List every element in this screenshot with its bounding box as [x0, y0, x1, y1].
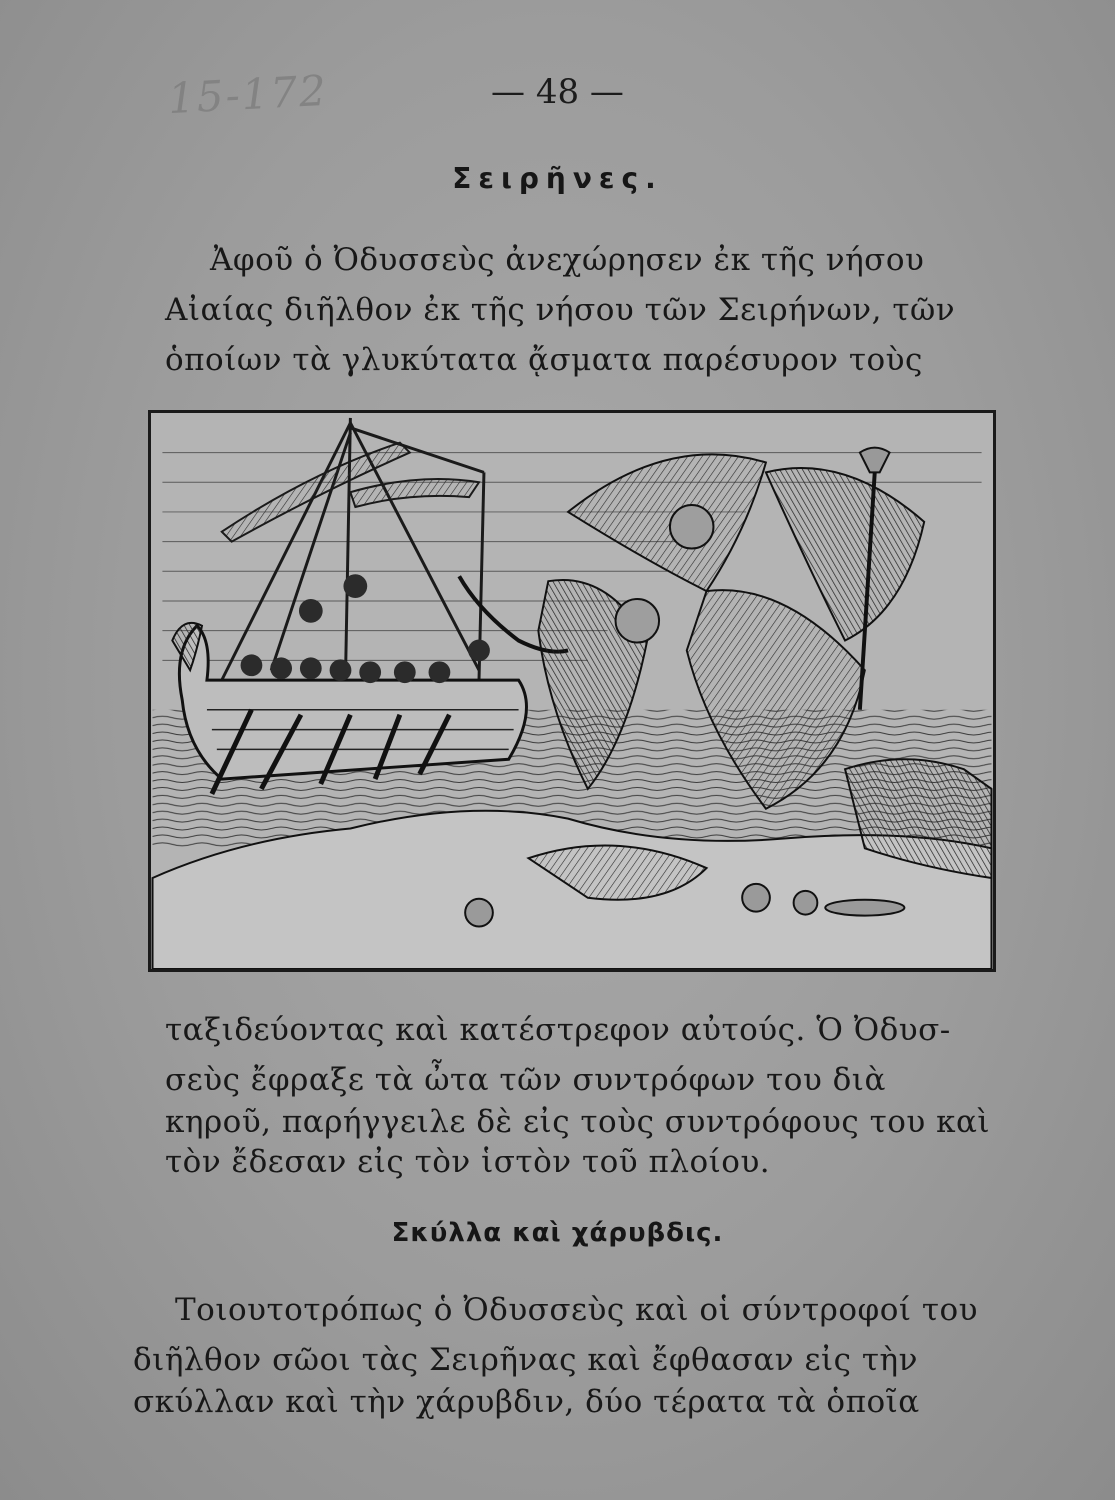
page-number: — 48 — [491, 72, 624, 112]
paragraph-line: τὸν ἔδεσαν εἰς τὸν ἱστὸν τοῦ πλοίου. [165, 1144, 771, 1180]
paragraph-line: Ἀφοῦ ὁ Ὀδυσσεὺς ἀνεχώρησεν ἐκ τῆς νήσου [210, 242, 925, 278]
paragraph-line: σκύλλαν καὶ τὴν χάρυβδιν, δύο τέρατα τὰ ὁποῖα [133, 1384, 920, 1420]
paragraph-line: Αἰαίας διῆλθον ἐκ τῆς νήσου τῶν Σειρήνων, τῶν [165, 292, 956, 328]
paragraph-line: ταξιδεύοντας καὶ κατέστρεφον αὐτούς. Ὁ Ὀδυσ- [165, 1012, 951, 1048]
paragraph-line: σεὺς ἔφραξε τὰ ὦτα τῶν συντρόφων του διὰ [165, 1062, 886, 1098]
paragraph-line: διῆλθον σῶοι τὰς Σειρῆνας καὶ ἔφθασαν εἰς τὴν [133, 1342, 918, 1378]
section-title-sirens: Σειρῆνες. [452, 162, 663, 195]
section-title-scylla-charybdis: Σκύλλα καὶ χάρυβδις. [391, 1218, 724, 1248]
handwritten-margin-note: 15-172 [166, 65, 329, 124]
paragraph-line: Τοιουτοτρόπως ὁ Ὀδυσσεὺς καὶ οἱ σύντροφοί του [175, 1292, 979, 1328]
odysseus-sirens-engraving [151, 413, 993, 969]
engraving-illustration [148, 410, 996, 972]
paragraph-line: κηροῦ, παρήγγειλε δὲ εἰς τοὺς συντρόφους του καὶ [165, 1104, 991, 1140]
paragraph-line: ὁποίων τὰ γλυκύτατα ᾄσματα παρέσυρον τοὺς [165, 342, 923, 378]
